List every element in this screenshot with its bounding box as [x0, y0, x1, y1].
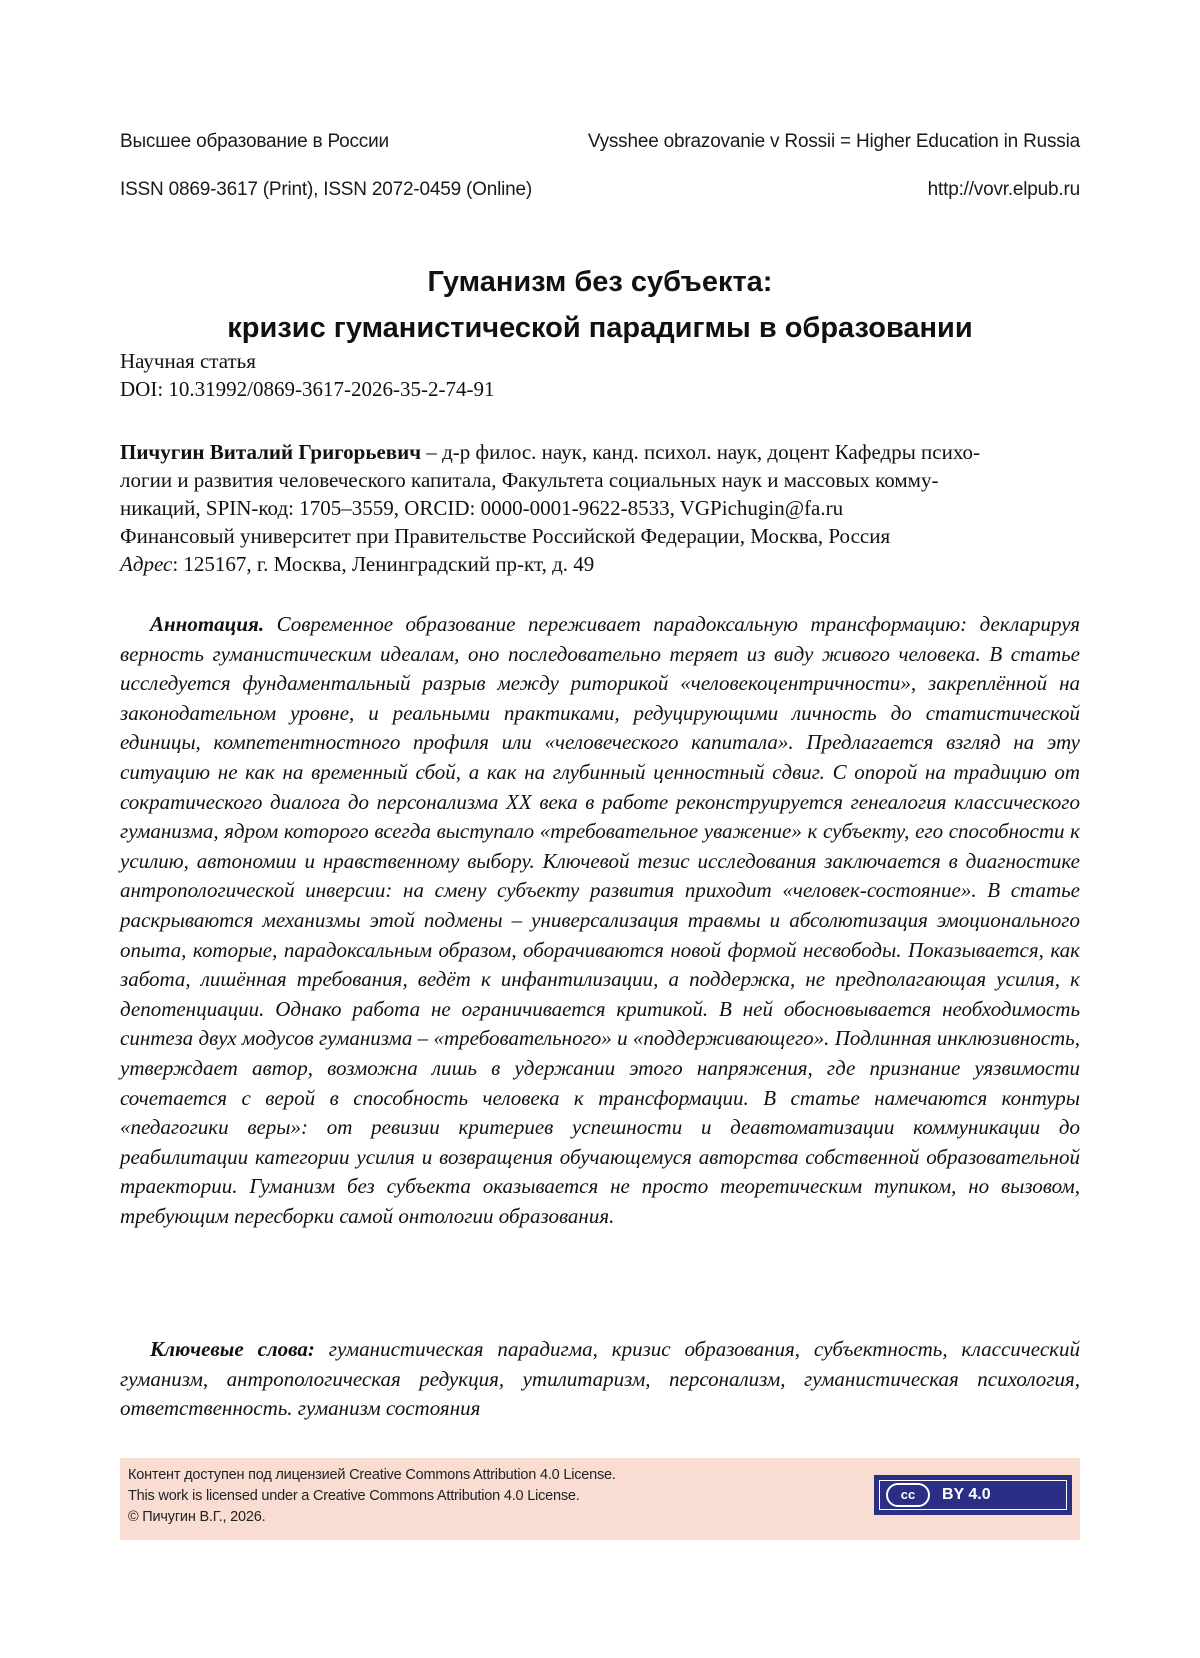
cc-by-badge[interactable]	[874, 1475, 1072, 1515]
article-title	[120, 259, 1080, 351]
paper-page	[120, 0, 1080, 1658]
article-meta	[120, 347, 1080, 403]
abstract	[120, 610, 1080, 1231]
author-affiliation: Финансовый университет при Правительстве Российской Федерации, Москва, Россия	[120, 524, 891, 548]
journal-issn: ISSN 0869-3617 (Print), ISSN 2072-0459 (Online)	[120, 179, 532, 200]
cc-badge-label: BY 4.0	[942, 1486, 991, 1503]
keywords	[120, 1335, 1080, 1424]
cc-badge-frame	[879, 1480, 1067, 1510]
journal-header	[120, 131, 1080, 153]
license-line-ru: Контент доступен под лицензией Creative Commons Attribution 4.0 License.	[128, 1467, 616, 1483]
article-doi[interactable]: DOI: 10.31992/0869-3617-2026-35-2-74-91	[120, 377, 495, 401]
author-address	[120, 550, 1080, 578]
license-line-en: This work is licensed under a Creative Commons Attribution 4.0 License.	[128, 1488, 580, 1504]
license-text	[128, 1465, 616, 1528]
journal-url[interactable]: http://vovr.elpub.ru	[927, 179, 1080, 200]
article-type: Научная статья	[120, 349, 256, 373]
cc-icon: cc	[886, 1483, 930, 1507]
author-line-3: никаций, SPIN-код: 1705–3559, ORCID: 0000-0001-9622-8533, VGPichugin@fa.ru	[120, 496, 844, 520]
article-title-line1: Гуманизм без субъекта:	[427, 266, 773, 299]
article-title-line2: кризис гуманистической парадигмы в образовании	[227, 312, 973, 345]
journal-title-ru: Высшее образование в России	[120, 131, 389, 152]
address-label: Адрес	[120, 552, 173, 576]
address-value: : 125167, г. Москва, Ленинградский пр-кт, д. 49	[172, 552, 595, 576]
author-name: Пичугин Виталий Григорьевич	[120, 440, 422, 464]
journal-title-en: Vysshee obrazovanie v Rossii = Higher Education in Russia	[587, 131, 1080, 152]
journal-issn-row	[120, 179, 1080, 201]
author-line-1	[120, 438, 1080, 466]
author-credentials: – д-р филос. наук, канд. психол. наук, доцент Кафедры психо-	[421, 440, 981, 464]
abstract-text: Современное образование переживает парадоксальную трансформацию: декларируя верность гуманистическим идеалам, оно последовательно теряет из виду живого человека. В статье исследуется фундаментальный разрыв между риторикой «человекоцентричности», закреплённой на законодательном уровне, и реальными практиками, редуцирующими личность до статистической единицы, компетентностного профиля или «человеческого капитала». Предлагается взгляд на эту ситуацию не как на временный сбой, а как на глубинный ценностный сдвиг. С опорой на традицию от сократического диалога до персонализма XX века в работе реконструируется генеалогия классического гуманизма, ядром которого всегда выступало «требовательное уважение» к субъекту, его способности к усилию, автономии и нравственному выбору. Ключевой тезис исследования заключается в диагностике антропологической инверсии: на смену субъекту развития приходит «человек-состояние». В статье раскрываются механизмы этой подмены – универсализация травмы и абсолютизация эмоционального опыта, которые, парадоксальным образом, оборачиваются новой формой несвободы. Показывается, как забота, лишённая требования, ведёт к инфантилизации, а поддержка, не предполагающая усилия, к депотенциации. Однако работа не ограничивается критикой. В ней обосновывается необходимость синтеза двух модусов гуманизма – «требовательного» и «поддерживающего». Подлинная инклюзивность, утверждает автор, возможна лишь в удержании этого напряжения, где признание уязвимости сочетается с верой в способность человека к трансформации. В статье намечаются контуры «педагогики веры»: от ревизии критериев успешности и деавтоматизации коммуникации до реабилитации категории усилия и возвращения обучающемуся авторства собственной образовательной траектории. Гуманизм без субъекта оказывается не просто теоретическим тупиком, но вызовом, требующим пересборки самой онтологии образования.	[120, 612, 1081, 1228]
license-band	[120, 1458, 1080, 1540]
keywords-label: Ключевые слова:	[150, 1337, 315, 1361]
abstract-label: Аннотация.	[150, 612, 265, 636]
keywords-text: гуманистическая парадигма, кризис образования, субъектность, классический гуманизм, антропологическая редукция, утилитаризм, персонализм, гуманистическая психология, ответственность. гуманизм состояния	[120, 1337, 1080, 1421]
license-copyright: © Пичугин В.Г., 2026.	[128, 1509, 266, 1525]
author-block	[120, 438, 1080, 578]
author-line-2: логии и развития человеческого капитала, Факультета социальных наук и массовых комму-	[120, 468, 939, 492]
